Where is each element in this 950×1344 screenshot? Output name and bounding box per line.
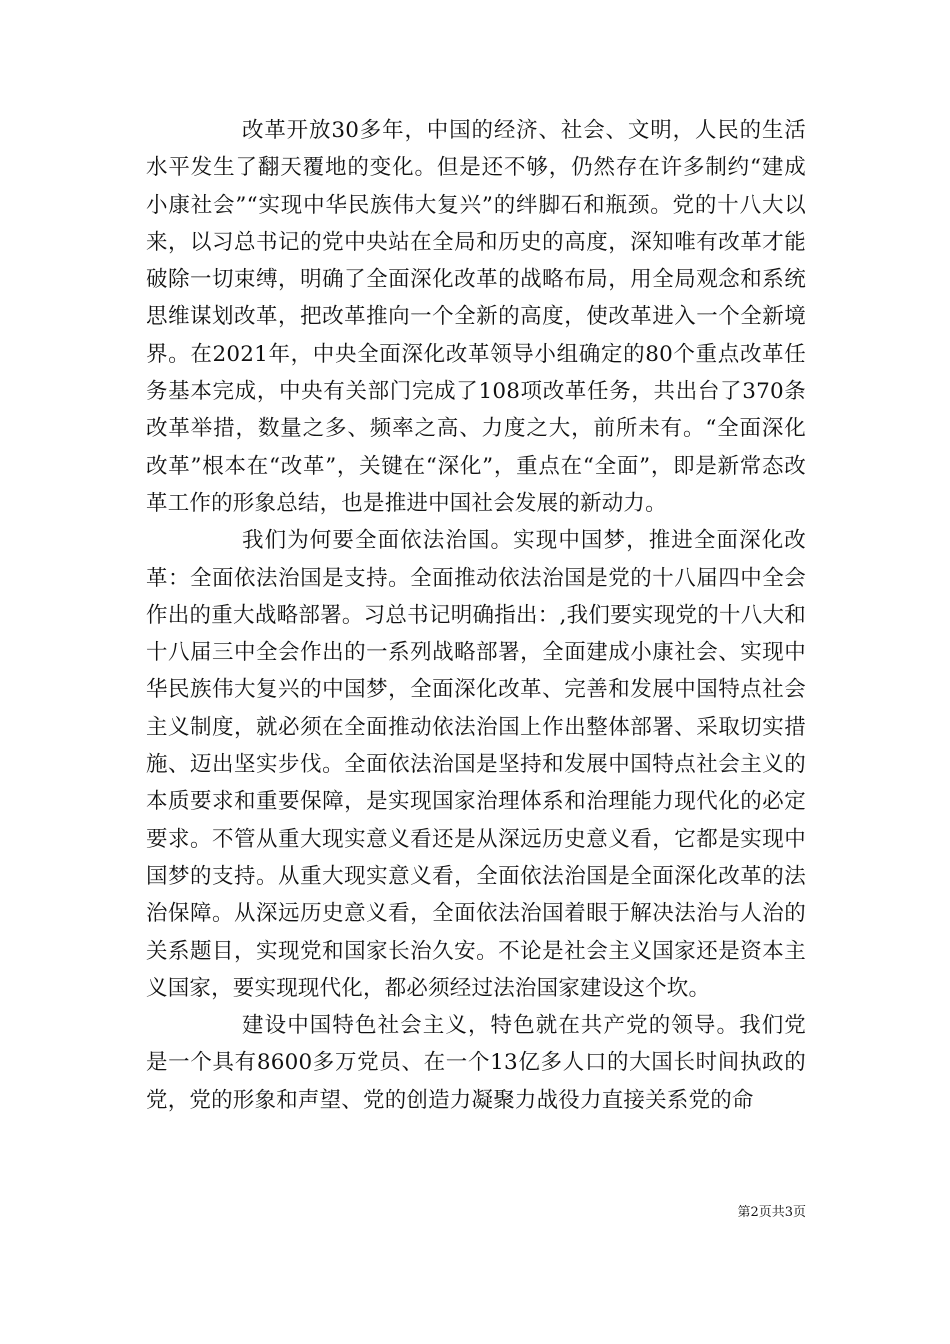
paragraph-party-leadership: 建设中国特色社会主义，特色就在共产党的领导。我们党是一个具有8600多万党员、在一个13亿多人口的大国长时间执政的党，党的形象和声望、党的创造力凝聚力战役力直接关系党的命 — [146, 1013, 806, 1113]
paragraph-rule-of-law: 我们为何要全面依法治国。实现中国梦，推进全面深化改革：全面依法治国是支持。全面推动依法治国是党的十八届四中全会作出的重大战略部署。习总书记明确指出：,我们要实现党的十八大和十八届三中全会作出的一系列战略部署，全面建成小康社会、实现中华民族伟大复兴的中国梦，全面深化改革、完善和发展中国特点社会主义制度，就必须在全面推动依法治国上作出整体部署、采取切实措施、迈出坚实步伐。全面依法治国是坚持和发展中国特点社会主义的本质要求和重要保障，是实现国家治理体系和治理能力现代化的必定要求。不管从重大现实意义看还是从深远历史意义看，它都是实现中国梦的支持。从重大现实意义看，全面依法治国是全面深化改革的法治保障。从深远历史意义看，全面依法治国着眼于解决法治与人治的关系题目，实现党和国家长治久安。不论是社会主义国家还是资本主义国家，要实现现代化，都必须经过法治国家建设这个坎。 — [146, 528, 806, 1001]
paragraph-reform: 改革开放30多年，中国的经济、社会、文明，人民的生活水平发生了翻天覆地的变化。但是还不够，仍然存在许多制约“建成小康社会”“实现中华民族伟大复兴”的绊脚石和瓶颈。党的十八大以来，以习总书记的党中央站在全局和历史的高度，深知唯有改革才能破除一切束缚，明确了全面深化改革的战略布局，用全局观念和系统思维谋划改革，把改革推向一个全新的高度，使改革进入一个全新境界。在2021年，中央全面深化改革领导小组确定的80个重点改革任务基本完成，中央有关部门完成了108项改革任务，共出台了370条改革举措，数量之多、频率之高、力度之大，前所未有。“全面深化改革”根本在“改革”，关键在“深化”，重点在“全面”，即是新常态改革工作的形象总结，也是推进中国社会发展的新动力。 — [146, 118, 806, 516]
document-body — [146, 112, 806, 1119]
page-number: 第2页共3页 — [737, 1205, 806, 1220]
